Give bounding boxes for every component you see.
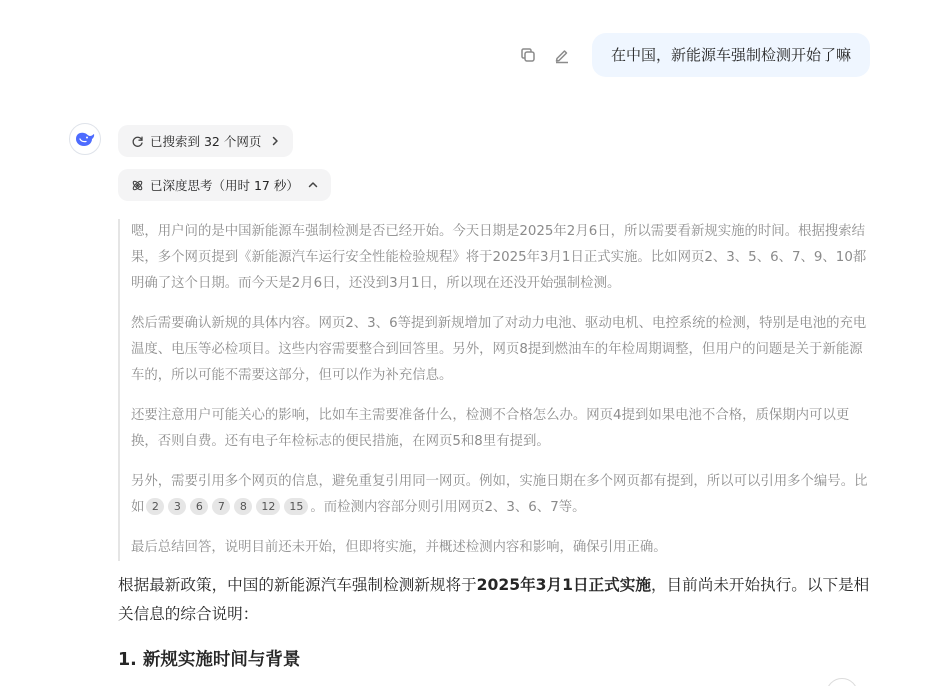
atom-icon — [130, 178, 144, 192]
citation-badge[interactable]: 12 — [256, 498, 280, 515]
answer-bold-date: 2025年3月1日正式实施 — [476, 576, 651, 594]
edit-icon[interactable] — [552, 45, 572, 65]
citation-badge[interactable]: 15 — [284, 498, 308, 515]
scroll-down-button[interactable] — [826, 678, 858, 686]
citation-badge[interactable]: 7 — [212, 498, 230, 515]
thinking-content — [118, 219, 872, 561]
deep-thinking-chip[interactable] — [118, 169, 331, 201]
thinking-paragraph: 然后需要确认新规的具体内容。网页2、3、6等提到新规增加了对动力电池、驱动电机、电控系统的检测，特别是电池的充电温度、电压等必检项目。这些内容需要整合到回答里。另外，网页8提到燃油车的年检周期调整，但用户的问题是关于新能源车的，所以可能不需要这部分，但可以作为补充信息。 — [131, 316, 867, 383]
user-message-row — [518, 33, 870, 77]
thinking-paragraph: 最后总结回答，说明目前还未开始，但即将实施，并概述检测内容和影响，确保引用正确。 — [131, 540, 667, 555]
deep-thinking-label: 已深度思考（用时 17 秒） — [150, 178, 299, 193]
thinking-paragraph — [131, 469, 872, 521]
search-results-label: 已搜索到 32 个网页 — [150, 134, 262, 149]
search-results-chip[interactable] — [118, 125, 293, 157]
citation-badge[interactable]: 8 — [234, 498, 252, 515]
chevron-right-icon — [269, 135, 281, 147]
answer-heading: 1. 新规实施时间与背景 — [118, 650, 301, 670]
search-refresh-icon — [130, 134, 144, 148]
user-message-bubble: 在中国，新能源车强制检测开始了嘛 — [592, 33, 870, 77]
user-message-actions — [518, 45, 572, 65]
thinking-text: 。而检测内容部分则引用网页2、3、6、7等。 — [310, 500, 586, 515]
answer-intro — [118, 571, 878, 629]
thinking-text: 另外，需要引用多个网页的信息，避免重复引用同一网页。例如，实施日期在多个网页都有提到，所以可以引用多个编号。比如 — [131, 474, 868, 515]
copy-icon[interactable] — [518, 45, 538, 65]
citation-badge[interactable]: 6 — [190, 498, 208, 515]
citation-badge[interactable]: 3 — [168, 498, 186, 515]
thinking-paragraph: 嗯，用户问的是中国新能源车强制检测是否已经开始。今天日期是2025年2月6日，所以需要看新规实施的时间。根据搜索结果，多个网页提到《新能源汽车运行安全性能检验规程》将于2025年3月1日正式实施。比如网页2、3、5、6、7、9、10都明确了这个日期。而今天是2月6日，还没到3月1日，所以现在还没开始强制检测。 — [131, 224, 867, 291]
whale-logo-icon — [69, 123, 101, 155]
chevron-up-icon — [307, 179, 319, 191]
answer-text: 根据最新政策，中国的新能源汽车强制检测新规将于 — [118, 576, 477, 594]
answer-text: ，目前尚未开始执行。以下是相关信息的综合说明： — [118, 576, 870, 623]
thinking-paragraph: 还要注意用户可能关心的影响，比如车主需要准备什么，检测不合格怎么办。网页4提到如果电池不合格，质保期内可以更换，否则自费。还有电子年检标志的便民措施，在网页5和8里有提到。 — [131, 408, 850, 449]
citation-badge[interactable]: 2 — [146, 498, 164, 515]
